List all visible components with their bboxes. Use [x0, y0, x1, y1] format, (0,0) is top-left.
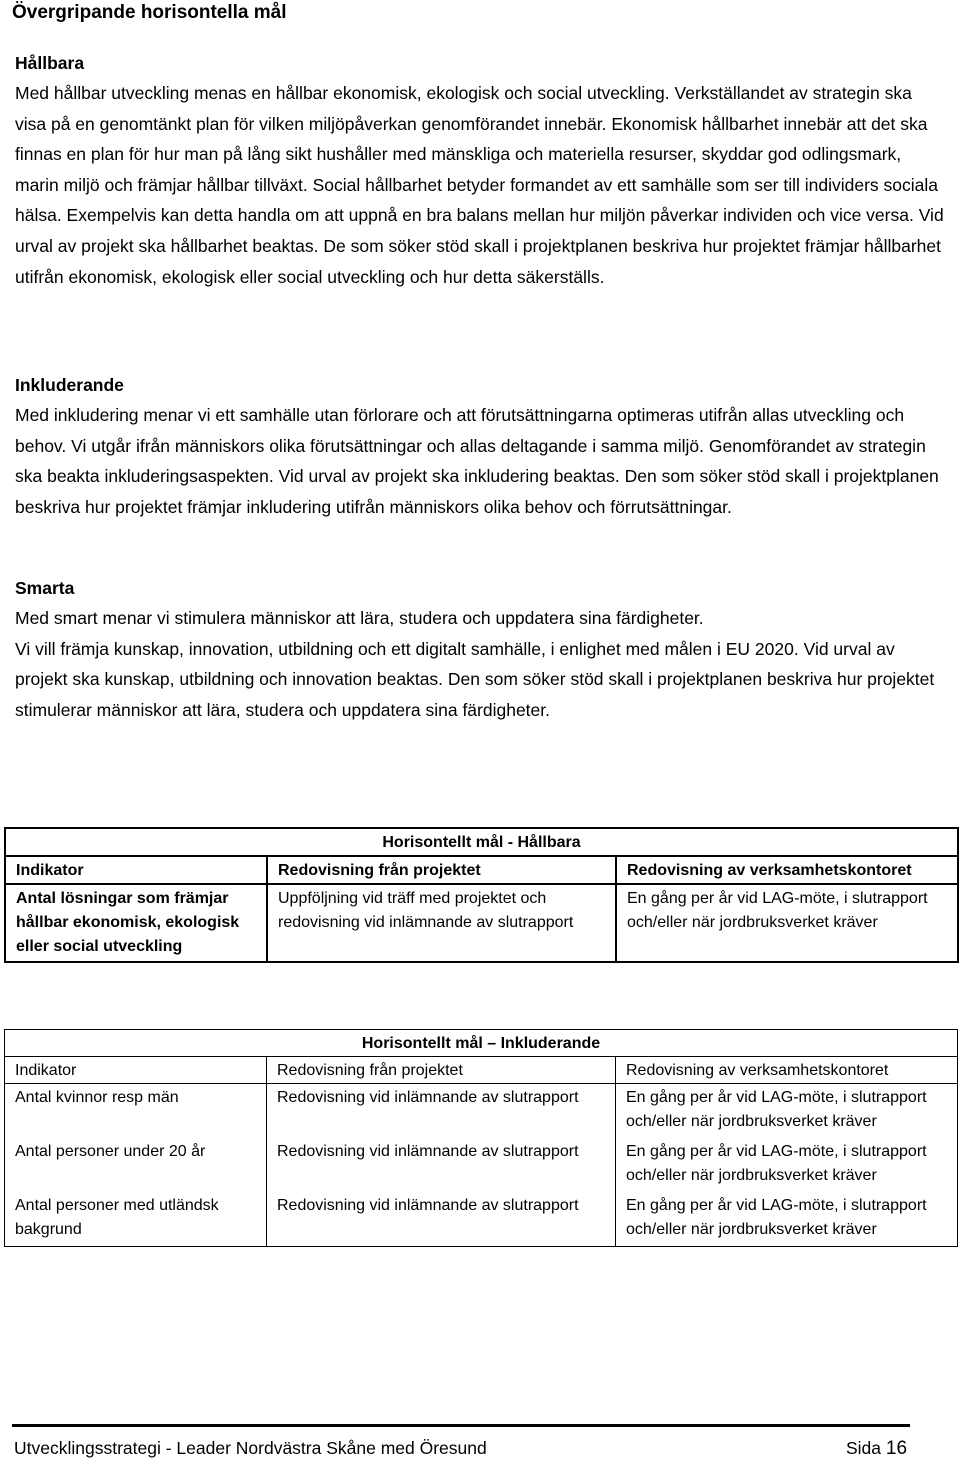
column-header-redovisning-kontor: Redovisning av verksamhetskontoret — [616, 1057, 958, 1084]
section-body-line2: Vi vill främja kunskap, innovation, utbildning och ett digitalt samhälle, i enlighet med målen i EU 2020. Vid urval av projekt ska kunskap, utbildning och innovation beaktas. Den som söker stöd skall i projektplanen beskriva hur projektet stimulerar människor att lära, studera och uppdatera sina färdigheter. — [15, 638, 935, 720]
page-number: 16 — [885, 1438, 908, 1459]
cell-indikator: Antal personer under 20 år — [5, 1138, 267, 1192]
section-hallbara — [15, 48, 945, 292]
table-row — [5, 1138, 958, 1192]
table-row — [5, 1192, 958, 1247]
section-smarta — [15, 573, 945, 725]
section-body-line1: Med smart menar vi stimulera människor att lära, studera och uppdatera sina färdigheter. — [15, 608, 704, 628]
page-heading: Övergripande horisontella mål — [12, 2, 287, 23]
section-title: Inkluderande — [15, 375, 124, 395]
cell-redovisning-projekt: Redovisning vid inlämnande av slutrapport — [267, 1084, 616, 1139]
section-body: Med hållbar utveckling menas en hållbar ekonomisk, ekologisk och social utveckling. Verkställandet av strategin ska visa på en genomtänkt plan för vilken miljöpåverkan genomförandet innebär. Ekonomisk hållbarhet innebär att det ska finnas en plan för hur man på lång sikt hushåller med mänskliga och materiella resurser, skyddar god odlingsmark, marin miljö och främjar hållbar tillväxt. Social hållbarhet betyder formandet av ett samhälle som ser till individers sociala hälsa. Exempelvis kan detta handla om att uppnå en bra balans mellan hur miljön påverkar individen och vice versa. Vid urval av projekt ska hållbarhet beaktas. De som söker stöd skall i projektplanen beskriva hur projektet främjar hållbarhet utifrån ekonomisk, ekologisk eller social utveckling och hur detta säkerställs. — [15, 83, 944, 287]
cell-redovisning-kontor: En gång per år vid LAG-möte, i slutrapport och/eller när jordbruksverket kräver — [616, 884, 958, 962]
column-header-redovisning-projekt: Redovisning från projektet — [267, 1057, 616, 1084]
table-inkluderande — [4, 1029, 958, 1247]
column-header-redovisning-kontor: Redovisning av verksamhetskontoret — [616, 856, 958, 884]
cell-redovisning-kontor: En gång per år vid LAG-möte, i slutrapport och/eller när jordbruksverket kräver — [616, 1138, 958, 1192]
cell-indikator: Antal lösningar som främjar hållbar ekonomisk, ekologisk eller social utveckling — [5, 884, 267, 962]
table-title: Horisontellt mål - Hållbara — [5, 828, 958, 856]
footer-divider — [12, 1424, 910, 1427]
column-header-indikator: Indikator — [5, 856, 267, 884]
footer-document-title: Utvecklingsstrategi - Leader Nordvästra Skåne med Öresund — [14, 1438, 487, 1458]
table-row — [5, 884, 958, 962]
table-title: Horisontellt mål – Inkluderande — [5, 1030, 958, 1057]
cell-indikator: Antal kvinnor resp män — [5, 1084, 267, 1139]
cell-redovisning-kontor: En gång per år vid LAG-möte, i slutrapport och/eller när jordbruksverket kräver — [616, 1084, 958, 1139]
column-header-indikator: Indikator — [5, 1057, 267, 1084]
section-body: Med inkludering menar vi ett samhälle utan förlorare och att förutsättningarna optimeras utifrån allas utveckling och behov. Vi utgår ifrån människors olika förutsättningar och allas deltagande i samma miljö. Genomförandet av strategin ska beakta inkluderingsaspekten. Vid urval av projekt ska inkludering beaktas. Den som söker stöd skall i projektplanen beskriva hur projektet främjar inkludering utifrån människors olika behov och förrutsättningar. — [15, 405, 939, 517]
table-hallbara — [4, 827, 959, 963]
cell-indikator: Antal personer med utländsk bakgrund — [5, 1192, 267, 1247]
page-label: Sida — [846, 1438, 882, 1458]
table-row — [5, 1084, 958, 1139]
cell-redovisning-kontor: En gång per år vid LAG-möte, i slutrapport och/eller när jordbruksverket kräver — [616, 1192, 958, 1247]
section-title: Hållbara — [15, 53, 85, 73]
section-inkluderande — [15, 370, 945, 522]
cell-redovisning-projekt: Uppföljning vid träff med projektet och redovisning vid inlämnande av slutrapport — [267, 884, 616, 962]
cell-redovisning-projekt: Redovisning vid inlämnande av slutrapport — [267, 1138, 616, 1192]
footer-page-number — [846, 1436, 907, 1461]
column-header-redovisning-projekt: Redovisning från projektet — [267, 856, 616, 884]
section-title: Smarta — [15, 578, 75, 598]
cell-redovisning-projekt: Redovisning vid inlämnande av slutrapport — [267, 1192, 616, 1247]
